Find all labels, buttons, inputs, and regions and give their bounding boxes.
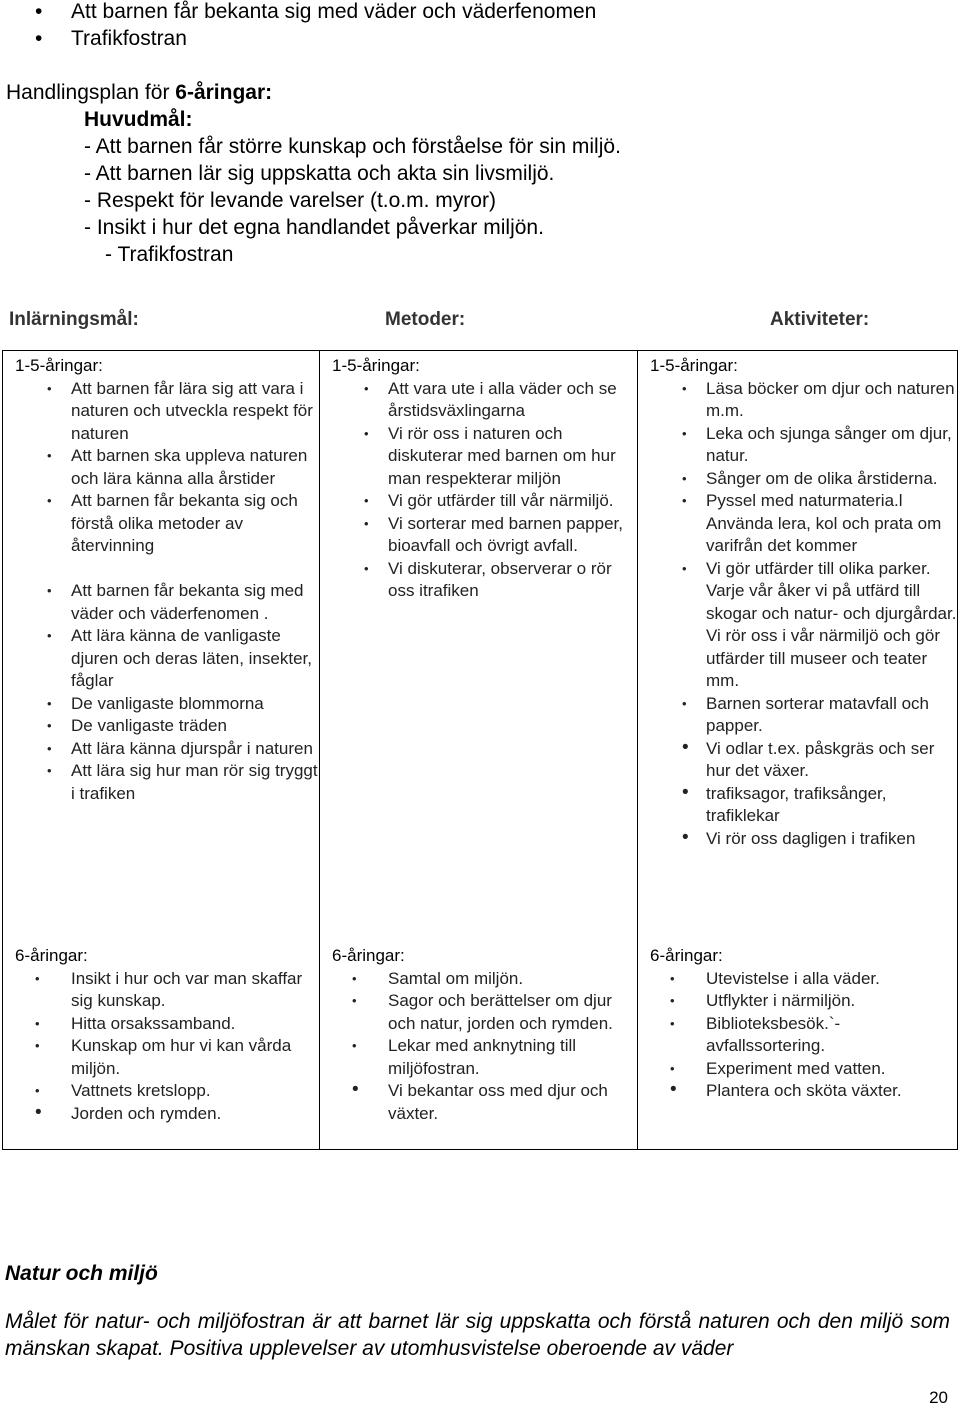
- plan-goal: - Att barnen lär sig uppskatta och akta sin livsmiljö.: [84, 162, 555, 185]
- list-item: • Vi rör oss dagligen i trafiken: [650, 828, 957, 851]
- list-item: • Att barnen får bekanta sig med väder och väderfenomen .: [15, 580, 319, 625]
- list-item: • Kunskap om hur vi kan vårda miljön.: [3, 1035, 319, 1080]
- list-item: • Vi gör utfärder till olika parker. Varje vår åker vi på utfärd till skogar och natur- och djurgårdar. Vi rör oss i vår närmiljö och gör utfärder till museer och teater mm.: [650, 558, 957, 693]
- method-list: [320, 968, 620, 1126]
- age-label: 1-5-åringar:: [15, 356, 103, 375]
- page-number: 20: [929, 1388, 948, 1407]
- activity-list: [638, 968, 934, 1103]
- list-item: • Vi odlar t.ex. påskgräs och ser hur det växer.: [650, 738, 957, 783]
- plan-goal: - Trafikfostran: [105, 243, 234, 266]
- age-label: 6-åringar:: [332, 946, 405, 965]
- list-item: • Pyssel med naturmateria.l Använda lera, kol och prata om varifrån det kommer: [650, 490, 957, 558]
- list-item: • Att barnen får lära sig att vara i naturen och utveckla respekt för naturen: [15, 378, 319, 446]
- column-header-metoder: Metoder:: [385, 309, 466, 330]
- list-item: • Leka och sjunga sånger om djur, natur.: [650, 423, 957, 468]
- plan-table: [2, 350, 958, 1150]
- list-item: • De vanligaste blommorna: [15, 693, 319, 716]
- column-metoder: [320, 351, 638, 1149]
- age-label: 1-5-åringar:: [332, 356, 420, 375]
- list-item: • Hitta orsakssamband.: [3, 1013, 319, 1036]
- list-item: • Biblioteksbesök.`- avfallssortering.: [638, 1013, 934, 1058]
- list-item: • Samtal om miljön.: [320, 968, 620, 991]
- plan-goal: - Att barnen får större kunskap och förståelse för sin miljö.: [84, 135, 621, 158]
- list-item: • Att barnen får bekanta sig och förstå olika metoder av återvinning: [15, 490, 319, 558]
- list-item: • Lekar med anknytning till miljöfostran.: [320, 1035, 620, 1080]
- list-item: • trafiksagor, trafiksånger, trafiklekar: [650, 783, 957, 828]
- method-list: [332, 378, 637, 603]
- list-item: • Utflykter i närmiljön.: [638, 990, 934, 1013]
- age-label: 6-åringar:: [15, 946, 88, 965]
- list-item: • Vi bekantar oss med djur och växter.: [320, 1080, 620, 1125]
- section-6-aringar: [650, 945, 934, 1103]
- list-item: • Att barnen ska uppleva naturen och lära känna alla årstider: [15, 445, 319, 490]
- age-label: 1-5-åringar:: [650, 356, 738, 375]
- list-item: • Jorden och rymden.: [3, 1103, 319, 1126]
- column-headers: [0, 309, 960, 337]
- column-header-aktiviteter: Aktiviteter:: [770, 309, 870, 330]
- plan-title: Handlingsplan för 6-åringar:: [6, 81, 273, 104]
- section-text-natur: Målet för natur- och miljöfostran är att barnet lär sig uppskatta och förstå naturen och den miljö som mänskan skapat. Positiva upplevelser av utomhusvistelse oberoende av väder: [5, 1310, 950, 1360]
- column-header-inlarningsmal: Inlärningsmål:: [9, 309, 139, 330]
- list-item: • Att lära sig hur man rör sig tryggt i trafiken: [15, 760, 319, 805]
- list-item: • Sånger om de olika årstiderna.: [650, 468, 957, 491]
- list-item: • Läsa böcker om djur och naturen m.m.: [650, 378, 957, 423]
- column-inlarningsmal: [3, 351, 320, 1149]
- plan-goal: - Respekt för levande varelser (t.o.m. myror): [84, 189, 496, 212]
- section-6-aringar: [15, 945, 319, 1125]
- goal-list: [3, 968, 319, 1126]
- activity-list: [650, 378, 957, 851]
- list-item: • Vi gör utfärder till vår närmiljö.: [332, 490, 637, 513]
- list-item: • Vi sorterar med barnen papper, bioavfall och övrigt avfall.: [332, 513, 637, 558]
- list-item: • Utevistelse i alla väder.: [638, 968, 934, 991]
- list-item: • Att lära känna de vanligaste djuren och deras läten, insekter, fåglar: [15, 625, 319, 693]
- intro-bullet-list: [0, 0, 960, 52]
- list-item: • Att lära känna djurspår i naturen: [15, 738, 319, 761]
- list-item: • De vanligaste träden: [15, 715, 319, 738]
- list-item: • Att vara ute i alla väder och se årstidsväxlingarna: [332, 378, 637, 423]
- plan-subheading: Huvudmål:: [84, 108, 193, 131]
- list-item: • Vi diskuterar, observerar o rör oss itrafiken: [332, 558, 637, 603]
- column-aktiviteter: [638, 351, 957, 1149]
- list-item: • Sagor och berättelser om djur och natur, jorden och rymden.: [320, 990, 620, 1035]
- age-label: 6-åringar:: [650, 946, 723, 965]
- goal-list: [15, 378, 319, 806]
- intro-bullet: • Trafikfostran: [0, 25, 960, 52]
- section-title-natur: Natur och miljö: [5, 1262, 158, 1285]
- list-item: • Barnen sorterar matavfall och papper.: [650, 693, 957, 738]
- intro-bullet: • Att barnen får bekanta sig med väder och väderfenomen: [0, 0, 960, 25]
- list-item: • Vattnets kretslopp.: [3, 1080, 319, 1103]
- list-item: • Vi rör oss i naturen och diskuterar med barnen om hur man respekterar miljön: [332, 423, 637, 491]
- list-item: • Plantera och sköta växter.: [638, 1080, 934, 1103]
- section-6-aringar: [332, 945, 620, 1125]
- plan-goal: - Insikt i hur det egna handlandet påverkar miljön.: [84, 216, 544, 239]
- action-plan: [6, 79, 621, 268]
- list-item: • Experiment med vatten.: [638, 1058, 934, 1081]
- list-item: • Insikt i hur och var man skaffar sig kunskap.: [3, 968, 319, 1013]
